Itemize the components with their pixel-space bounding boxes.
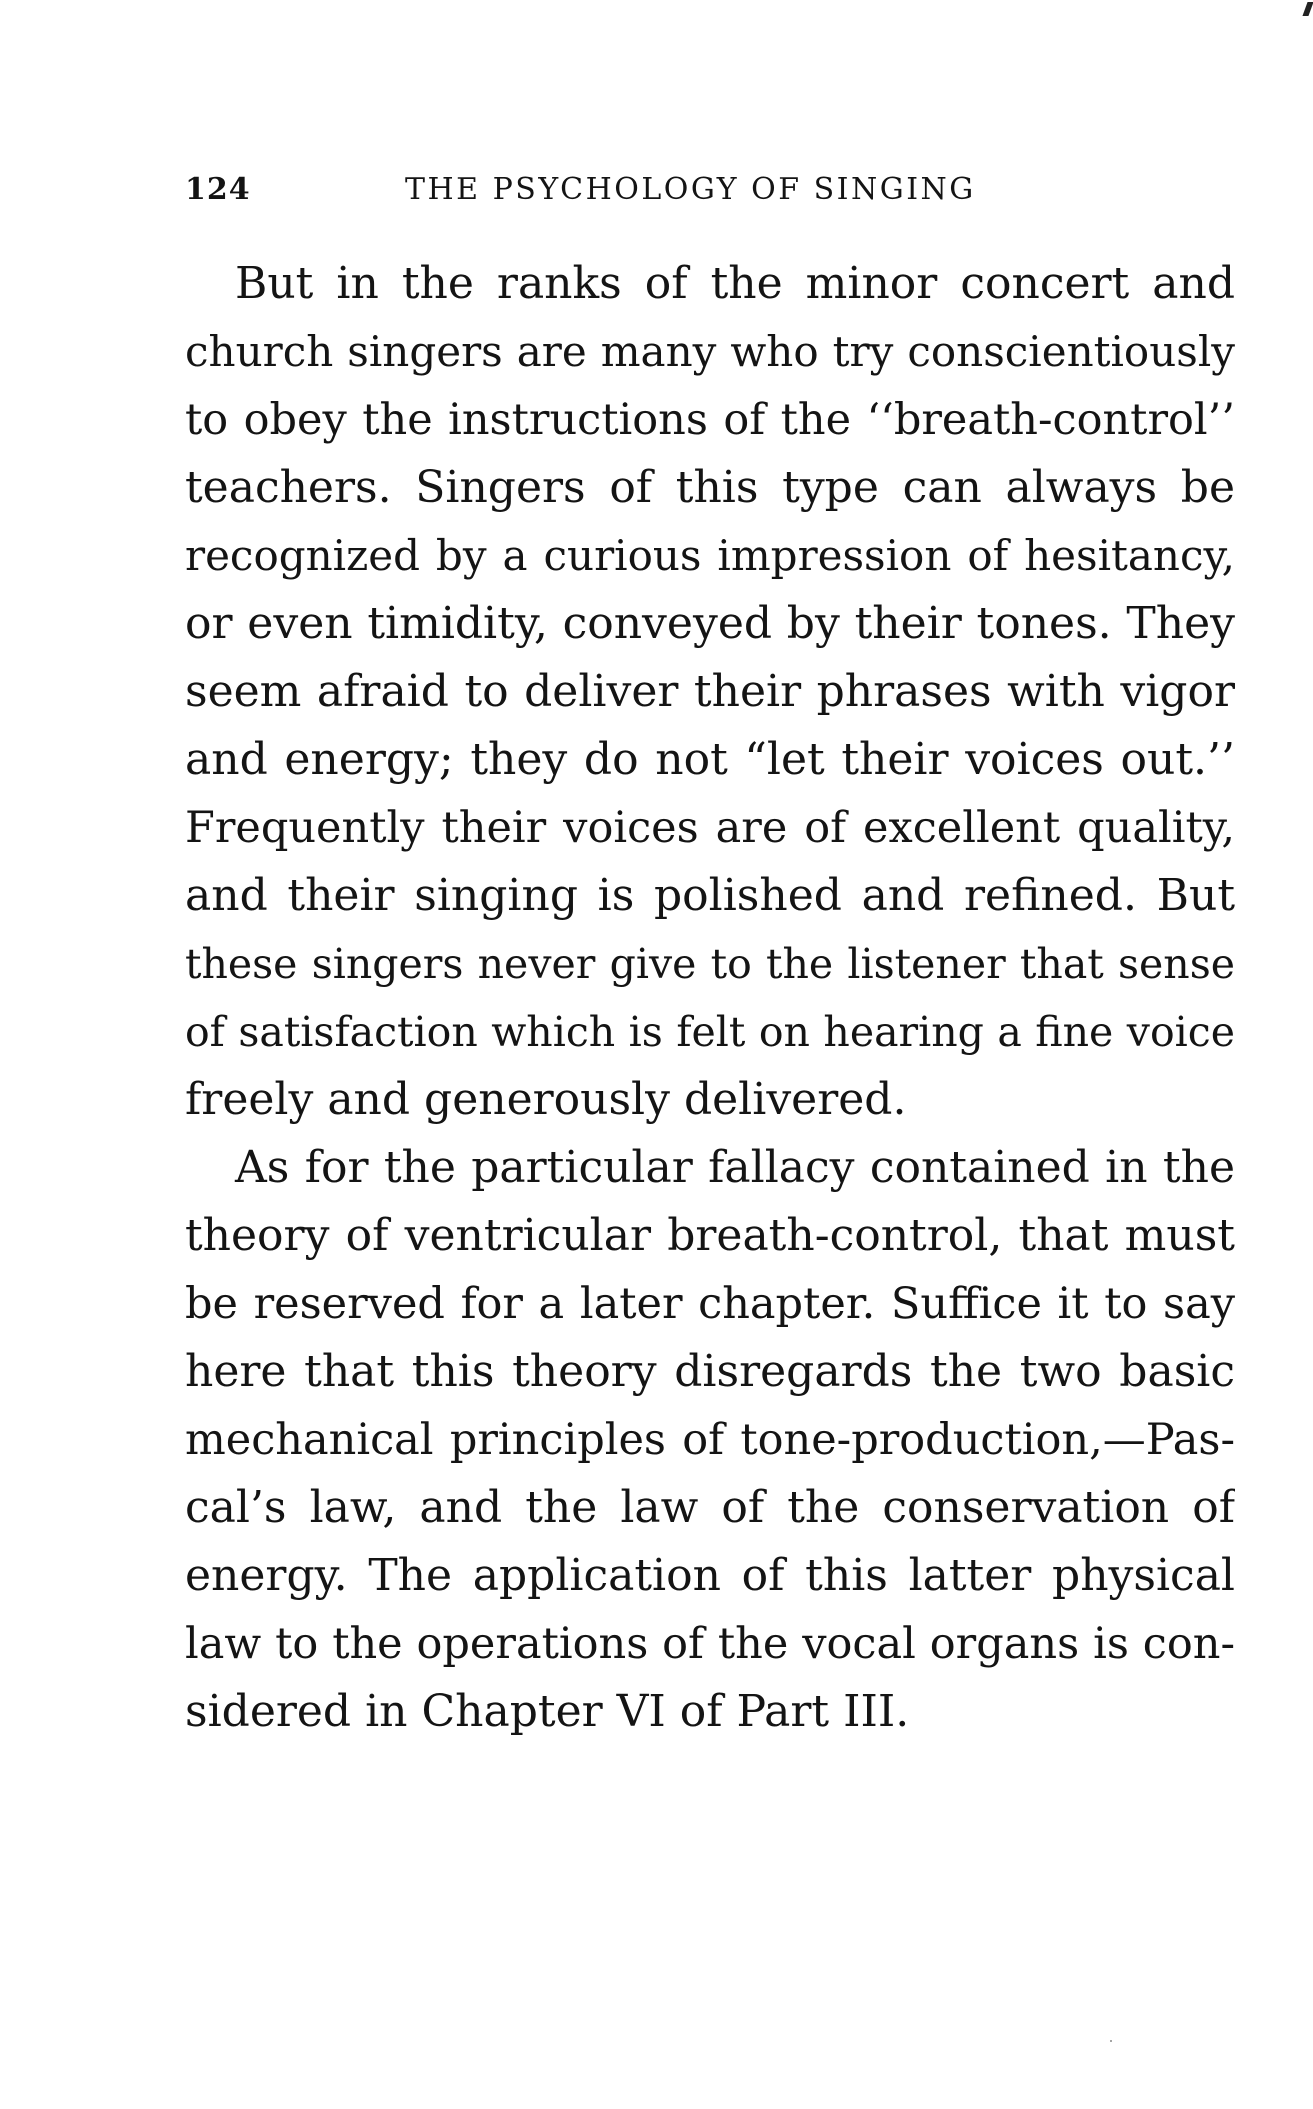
text-line: to obey the instructions of the ‘‘breath-control’’ (185, 395, 1235, 445)
text-line: these singers never give to the listener that sense (185, 940, 1235, 988)
text-line: of satisfaction which is felt on hearing a fine voice (185, 1008, 1235, 1056)
text-line: But in the ranks of the minor concert and (235, 258, 1235, 309)
text-line: and their singing is polished and refined. But (185, 870, 1235, 921)
text-line: energy. The application of this latter physical (185, 1550, 1235, 1601)
text-line: recognized by a curious impression of hesitancy, (185, 531, 1235, 580)
body-text (185, 250, 1235, 1746)
page-number: 124 (185, 172, 251, 207)
text-line: theory of ventricular breath-control, that must (185, 1210, 1235, 1261)
text-line: freely and generously delivered. (185, 1074, 907, 1125)
text-line: teachers. Singers of this type can always be (185, 462, 1235, 513)
text-line: As for the particular fallacy contained in the (235, 1142, 1235, 1193)
corner-mark (1302, 2, 1313, 16)
text-line: be reserved for a later chapter. Suffice it to say (185, 1279, 1235, 1329)
paragraph-2 (185, 1134, 1235, 1746)
running-head (185, 172, 1235, 212)
text-line: Frequently their voices are of excellent quality, (185, 803, 1235, 853)
text-line: mechanical principles of tone-production,—Pas- (185, 1415, 1235, 1465)
running-title: THE PSYCHOLOGY OF SINGING (405, 172, 976, 207)
paragraph-1 (185, 250, 1235, 1134)
text-line: cal’s law, and the law of the conservation of (185, 1482, 1235, 1533)
text-line: church singers are many who try conscientiously (185, 327, 1235, 376)
text-line: law to the operations of the vocal organs is con- (185, 1619, 1235, 1669)
text-line: and energy; they do not “let their voices out.’’ (185, 734, 1235, 785)
text-line: seem afraid to deliver their phrases with vigor (185, 666, 1235, 717)
text-line: or even timidity, conveyed by their tones. They (185, 598, 1235, 649)
paper-speck (1110, 2040, 1112, 2042)
text-line: sidered in Chapter VI of Part III. (185, 1686, 910, 1737)
text-line: here that this theory disregards the two basic (185, 1346, 1235, 1397)
